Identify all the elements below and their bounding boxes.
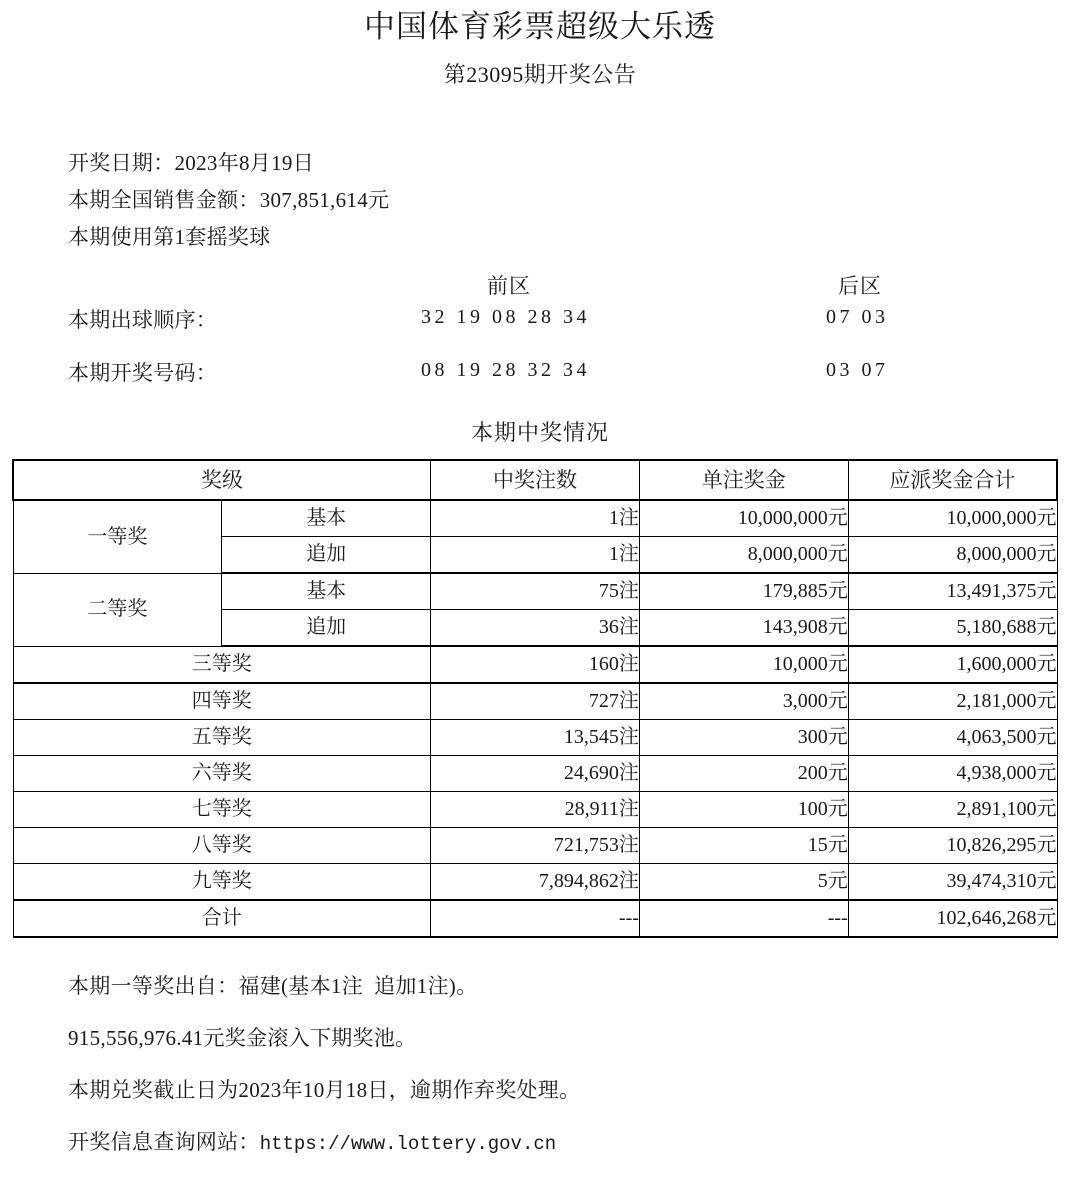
website-note: [68, 1116, 1080, 1170]
table-row: [13, 720, 1057, 756]
winning-count-cell: 75注: [431, 573, 640, 610]
national-sales-line: 本期全国销售金额：307,851,614元: [68, 188, 390, 213]
winning-numbers-back: 03 07: [826, 359, 889, 382]
table-row: [13, 828, 1057, 864]
winning-numbers-row: [0, 357, 1080, 410]
unit-prize-cell: 10,000元: [639, 646, 848, 683]
ball-draw-order-front-numbers: 32 19 08 28 34: [421, 306, 590, 329]
prize-subtype-cell: 基本: [222, 573, 431, 610]
table-row: [13, 573, 1057, 610]
unit-prize-cell: 143,908元: [639, 610, 848, 647]
prize-table: [12, 459, 1058, 938]
prize-level-cell: 八等奖: [13, 828, 431, 864]
winning-count-cell: 1注: [431, 537, 640, 574]
back-zone-label: 后区: [838, 274, 882, 299]
table-row: [13, 683, 1057, 720]
winning-count-cell: 28,911注: [431, 792, 640, 828]
ball-draw-order-label: 本期出球顺序：: [68, 308, 218, 333]
winning-numbers-label: 本期开奖号码：: [68, 361, 218, 386]
ball-set-line: 本期使用第1套摇奖球: [68, 225, 271, 250]
total-label-cell: 合计: [13, 900, 431, 937]
ball-draw-order-row: [0, 304, 1080, 357]
unit-prize-cell: 179,885元: [639, 573, 848, 610]
unit-prize-cell: 200元: [639, 756, 848, 792]
prize-level-cell: 七等奖: [13, 792, 431, 828]
zone-header-row: [0, 270, 1080, 304]
draw-info-block: [0, 145, 1080, 256]
total-prize-cell: 13,491,375元: [848, 573, 1057, 610]
front-zone-label: 前区: [487, 274, 531, 299]
winning-count-cell: 721,753注: [431, 828, 640, 864]
prize-level-cell: 二等奖: [13, 573, 222, 646]
table-row: [13, 646, 1057, 683]
prize-subtype-cell: 追加: [222, 537, 431, 574]
total-prize-cell: 39,474,310元: [848, 864, 1057, 901]
total-prize-cell: 1,600,000元: [848, 646, 1057, 683]
total-prize-cell: 10,826,295元: [848, 828, 1057, 864]
unit-prize-cell: 8,000,000元: [639, 537, 848, 574]
table-header-row: [13, 460, 1057, 500]
prize-table-head: [13, 460, 1057, 500]
table-row: [13, 792, 1057, 828]
draw-date-line: 开奖日期：2023年8月19日: [68, 151, 314, 176]
header-unit-prize: 单注奖金: [639, 460, 848, 500]
prize-level-cell: 六等奖: [13, 756, 431, 792]
winning-count-cell: 1注: [431, 500, 640, 537]
rollover-note: 915,556,976.41元奖金滚入下期奖池。: [68, 1026, 417, 1051]
total-prize-cell: 4,063,500元: [848, 720, 1057, 756]
winning-count-cell: 7,894,862注: [431, 864, 640, 901]
total-prize-cell: 4,938,000元: [848, 756, 1057, 792]
unit-prize-cell: 10,000,000元: [639, 500, 848, 537]
total-count-cell: ---: [431, 900, 640, 937]
winning-count-cell: 727注: [431, 683, 640, 720]
first-prize-origin-note: 本期一等奖出自：福建(基本1注 追加1注)。: [68, 974, 478, 999]
ball-draw-order-back-numbers: 07 03: [826, 306, 889, 329]
prize-subtype-cell: 追加: [222, 610, 431, 647]
unit-prize-cell: 100元: [639, 792, 848, 828]
winning-count-cell: 13,545注: [431, 720, 640, 756]
prize-level-cell: 三等奖: [13, 646, 431, 683]
total-prize-cell: 10,000,000元: [848, 500, 1057, 537]
table-row: [13, 864, 1057, 901]
unit-prize-cell: 5元: [639, 864, 848, 901]
website-url[interactable]: https://www.lottery.gov.cn: [259, 1133, 557, 1156]
total-prize-cell: 2,181,000元: [848, 683, 1057, 720]
website-label: 开奖信息查询网站：: [68, 1130, 260, 1155]
total-unit-prize-cell: ---: [639, 900, 848, 937]
winning-count-cell: 24,690注: [431, 756, 640, 792]
prize-level-cell: 九等奖: [13, 864, 431, 901]
unit-prize-cell: 15元: [639, 828, 848, 864]
total-prize-cell: 8,000,000元: [848, 537, 1057, 574]
prize-level-cell: 四等奖: [13, 683, 431, 720]
prize-table-body: [13, 500, 1057, 937]
page-title: 中国体育彩票超级大乐透: [364, 9, 716, 44]
footer-notes: [0, 960, 1080, 1170]
table-row: [13, 756, 1057, 792]
header-winning-count: 中奖注数: [431, 460, 640, 500]
prize-table-caption: 本期中奖情况: [470, 420, 609, 446]
prize-level-cell: 一等奖: [13, 500, 222, 573]
total-prize-cell: 2,891,100元: [848, 792, 1057, 828]
table-total-row: [13, 900, 1057, 937]
winning-count-cell: 36注: [431, 610, 640, 647]
prize-level-cell: 五等奖: [13, 720, 431, 756]
header-total-prize: 应派奖金合计: [848, 460, 1057, 500]
grand-total-cell: 102,646,268元: [848, 900, 1057, 937]
table-row: [13, 500, 1057, 537]
redemption-deadline-note: 本期兑奖截止日为2023年10月18日，逾期作弃奖处理。: [68, 1078, 581, 1103]
header-prize-level: 奖级: [13, 460, 431, 500]
unit-prize-cell: 300元: [639, 720, 848, 756]
winning-numbers-front: 08 19 28 32 34: [421, 359, 590, 382]
page-subtitle: 第23095期开奖公告: [443, 61, 637, 87]
total-prize-cell: 5,180,688元: [848, 610, 1057, 647]
winning-count-cell: 160注: [431, 646, 640, 683]
prize-subtype-cell: 基本: [222, 500, 431, 537]
prize-table-wrapper: [0, 459, 1080, 938]
unit-prize-cell: 3,000元: [639, 683, 848, 720]
